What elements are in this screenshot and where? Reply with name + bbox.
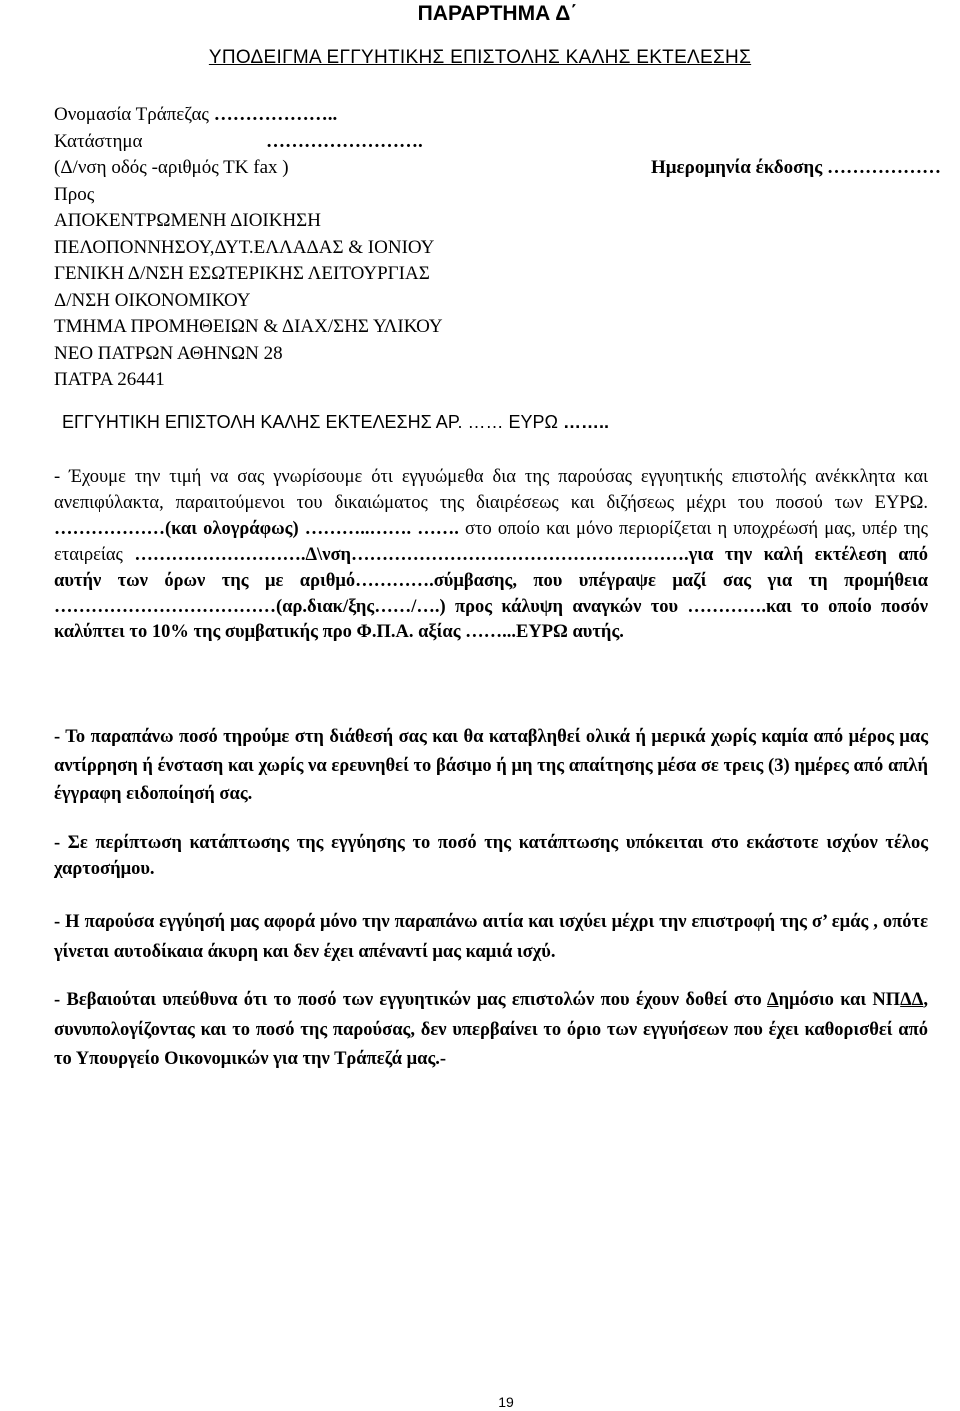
subject-text: ΕΓΓΥΗΤΙΚΗ ΕΠΙΣΤΟΛΗ ΚΑΛΗΣ ΕΚΤΕΛΕΣΗΣ ΑΡ. …… ΕΥΡΩ <box>62 412 563 432</box>
recipient-line: Δ/ΝΣΗ ΟΙΚΟΝΟΜΙΚΟΥ <box>54 289 251 311</box>
bank-name-line <box>54 102 934 129</box>
paragraph-certification-part-a: - Βεβαιούται υπεύθυνα ότι το ποσό των εγγυητικών μας επιστολών που έχουν δοθεί στο <box>54 990 768 1010</box>
paragraph-certification <box>54 986 928 1075</box>
page-number: 19 <box>498 1394 514 1410</box>
paragraph-certification-part-c: ημόσιο και ΝΠ <box>778 990 901 1010</box>
recipient-line: ΠΕΛΟΠΟΝΝΗΣΟΥ,ΔΥΤ.ΕΛΛΑΔΑΣ & ΙΟΝΙΟΥ <box>54 236 435 258</box>
paragraph-forfeiture: - Σε περίπτωση κατάπτωσης της εγγύησης το ποσό της κατάπτωσης υπόκειται στο εκάστοτε ισχύον τέλος χαρτοσήμου. <box>54 833 928 879</box>
paragraph-certification-part-b: Δ <box>767 990 779 1010</box>
recipient-line: ΠΑΤΡΑ 26441 <box>54 369 165 390</box>
annex-heading: ΠΑΡΑΡΤΗΜΑ Δ΄ <box>417 2 578 25</box>
recipient-line: ΓΕΝΙΚΗ Δ/ΝΣΗ ΕΣΩΤΕΡΙΚΗΣ ΛΕΙΤΟΥΡΓΙΑΣ <box>54 263 430 284</box>
paragraph-payment: - Το παραπάνω ποσό τηρούμε στη διάθεσή σας και θα καταβληθεί ολικά ή μερικά χωρίς καμία από μέρος μας αντίρρηση ή ένσταση και χωρίς να ερευνηθεί το βάσιμο ή μη της απαίτησης μέσα σε τρεις (3) ημέρες από απλή έγγραφη ειδοποίησή σας. <box>54 727 928 805</box>
address-line <box>54 155 941 182</box>
issue-date: Ημερομηνία έκδοσης ……………… <box>650 157 941 178</box>
recipient-line: ΝΕΟ ΠΑΤΡΩΝ ΑΘΗΝΩΝ 28 <box>54 342 283 364</box>
document-title: ΥΠΟΔΕΙΓΜΑ ΕΓΓΥΗΤΙΚΗΣ ΕΠΙΣΤΟΛΗΣ ΚΑΛΗΣ ΕΚΤΕΛΕΣΗΣ <box>208 47 752 68</box>
paragraph-guarantee <box>54 465 928 646</box>
letter-subject <box>0 412 960 433</box>
address-text: (Δ/νση οδός -αριθμός ΤΚ fax ) <box>54 157 289 178</box>
to-line: Προς <box>54 183 95 205</box>
subject-dots: …….. <box>563 412 610 432</box>
branch-dots: ……………………. <box>266 130 423 152</box>
recipient-line: ΤΜΗΜΑ ΠΡΟΜΗΘΕΙΩΝ & ΔΙΑΧ/ΣΗΣ ΥΛΙΚΟΥ <box>54 316 443 337</box>
paragraph-guarantee-part-a: - Έχουμε την τιμή να σας γνωρίσουμε ότι εγγυώμεθα δια της παρούσας εγγυητικής επιστολής ανέκκλητα και ανεπιφύλακτα, παραιτούμενοι του δικαιώματος της διαιρέσεως και διζήσεως μέχρι του ποσού των ΕΥΡΩ. <box>54 467 928 513</box>
paragraph-guarantee-part-b: ………………(και ολογράφως) ………..……. ……. <box>54 518 459 539</box>
paragraph-certification-part-e: , συνυπολογίζοντας και το ποσό της παρούσας, δεν υπερβαίνει το όριο των εγγυήσεων που έχει καθορισθεί από το Υπουργείο Οικονομικών για την Τράπεζά μας.- <box>54 990 928 1069</box>
paragraph-validity: - Η παρούσα εγγύησή μας αφορά μόνο την παραπάνω αιτία και ισχύει μέχρι την επιστροφή της σ’ εμάς , οπότε γίνεται αυτοδίκαια άκυρη και δεν έχει απέναντί μας καμιά ισχύ. <box>54 912 928 962</box>
bank-name-label: Ονομασία Τράπεζας <box>54 104 214 125</box>
branch-label: Κατάστημα <box>54 130 143 152</box>
paragraph-certification-part-d: ΔΔ <box>900 990 924 1010</box>
branch-dots-line <box>54 129 423 156</box>
paragraph-guarantee-part-d: ……………………….Δ\νση……………………………………………….για την καλή εκτέλεση από αυτήν των όρων της με αριθμό………….σύμβασης, που υπέγραψε μαζί σας για τη προμήθεια ………………………………(αρ.διακ/ξης……/….) προς κάλυψη αναγκών του ………….και το οποίο ποσόν καλύπτει το 10% της συμβατικής προ Φ.Π.Α. αξίας ……...ΕΥΡΩ αυτής. <box>54 544 928 643</box>
bank-name-dots: ……………….. <box>213 104 338 125</box>
address-block <box>54 102 941 394</box>
recipient-line: ΑΠΟΚΕΝΤΡΩΜΕΝΗ ΔΙΟΙΚΗΣΗ <box>54 210 321 231</box>
paragraph-guarantee-part-c: στο οποίο και μόνο περιορίζεται η υποχρέωσή μας, υπέρ της εταιρείας <box>54 518 928 565</box>
